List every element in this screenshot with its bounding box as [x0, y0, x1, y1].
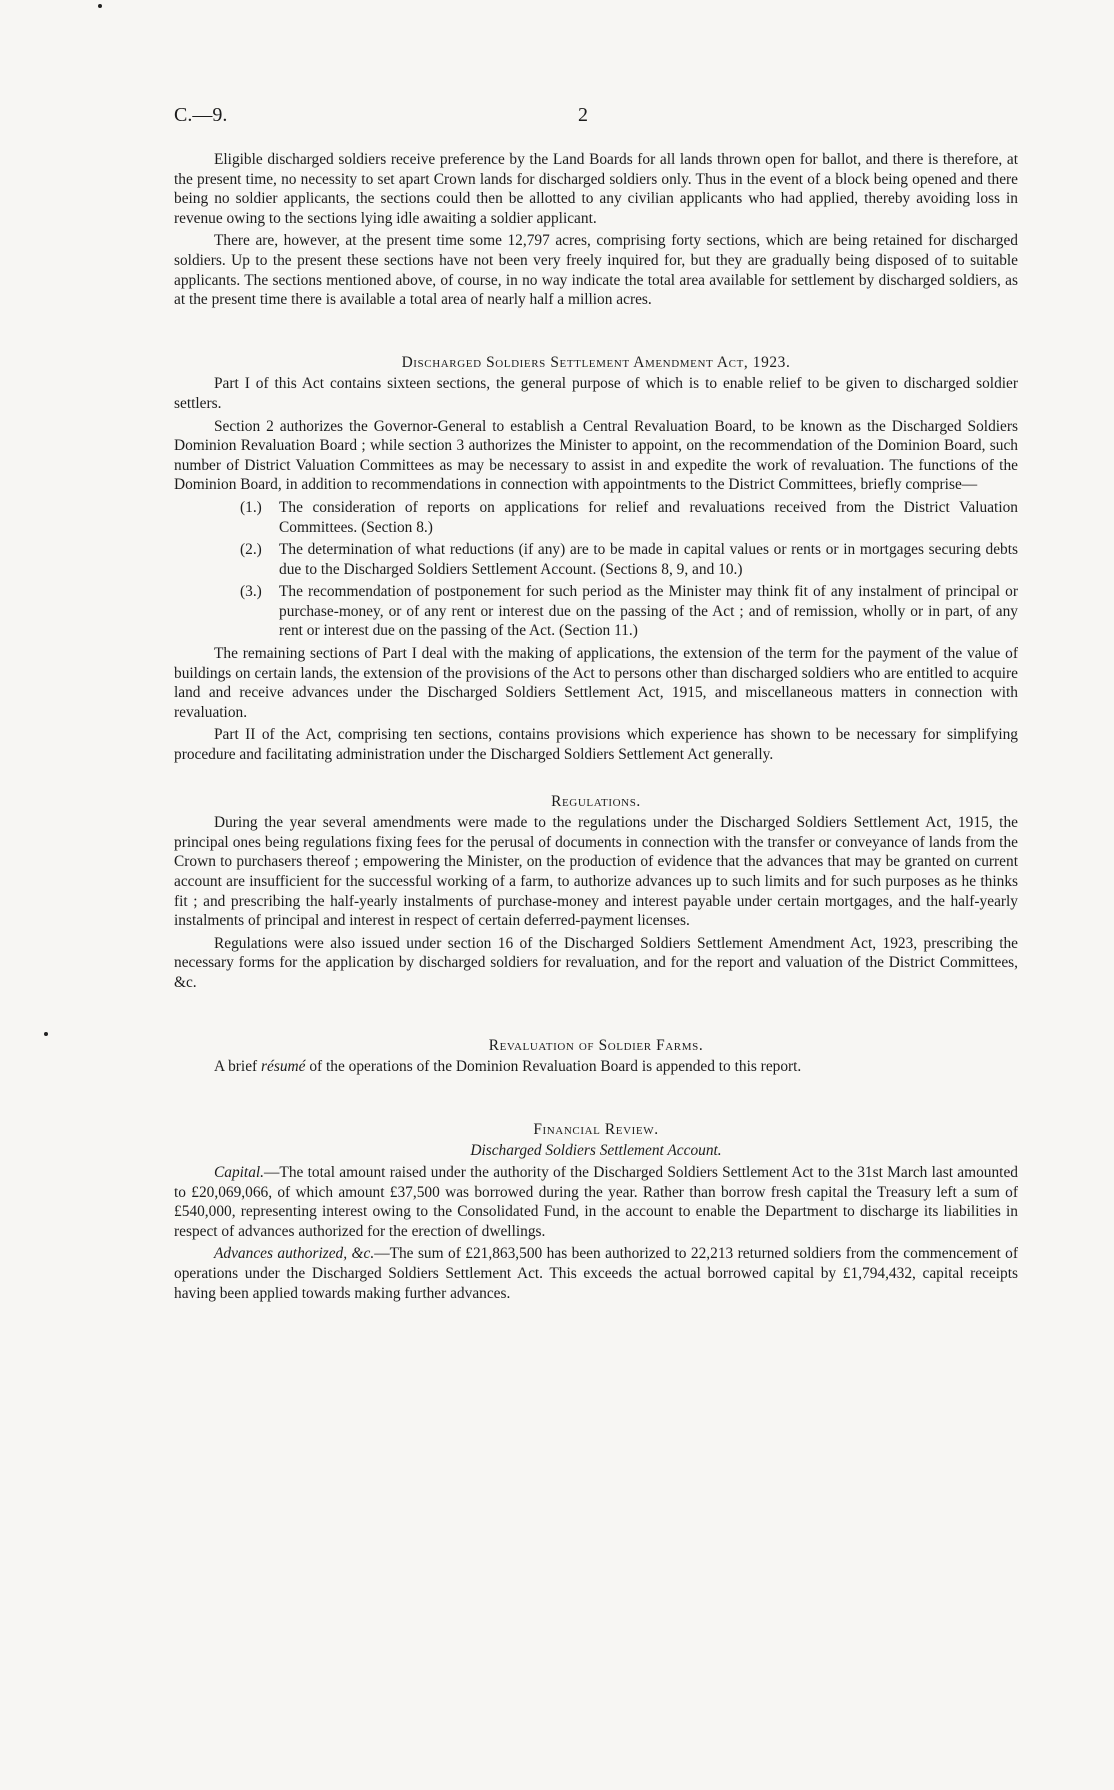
- page-number: 2: [578, 104, 588, 126]
- list-item-number: (2.): [240, 541, 262, 559]
- capital-text: —The total amount raised under the authority of the Discharged Soldiers Settlement Act to the 31st March last amounted to £20,069,066, of which amount £37,500 was borrowed during the year. Rather than borrow fresh capital the Treasury left a sum of £540,000, representing interest owing to the Consolidated Fund, in the account to enable the Department to discharge its liabilities in respect of advances authorized for the erection of dwellings.: [174, 1163, 1018, 1240]
- document-reference: C.—9.: [174, 104, 228, 126]
- scan-speck: [98, 4, 102, 8]
- list-item-text: The consideration of reports on applications for relief and revaluations received from the District Valuation Committees. (Section 8.): [279, 498, 1018, 536]
- functions-list: [174, 498, 1018, 641]
- regulations-heading: Regulations.: [551, 792, 641, 810]
- list-item-text: The determination of what reductions (if any) are to be made in capital values or rents or in mortgages securing debts due to the Discharged Soldiers Settlement Account. (Sections 8, 9, and 10.): [279, 541, 1018, 578]
- advances-text: —The sum of £21,863,500 has been authorized to 22,213 returned soldiers from the commencement of operations under the Discharged Soldiers Settlement Act. This exceeds the actual borrowed capital by £1,794,432, capital receipts having been applied towards making further advances.: [174, 1245, 1018, 1302]
- capital-paragraph: [174, 1163, 1018, 1241]
- page-header: [174, 104, 1020, 134]
- revaluation-heading: Revaluation of Soldier Farms.: [488, 1036, 704, 1054]
- list-item-number: (3.): [240, 583, 262, 601]
- scan-speck: [44, 1032, 48, 1036]
- section-gap: [174, 996, 1018, 1036]
- financial-review-heading: Financial Review.: [533, 1120, 659, 1138]
- capital-lead: Capital.: [214, 1163, 265, 1181]
- revaluation-text-start: A brief: [214, 1058, 262, 1076]
- account-subheading: Discharged Soldiers Settlement Account.: [470, 1142, 722, 1160]
- section-gap: [174, 1080, 1018, 1120]
- advances-paragraph: [174, 1244, 1018, 1303]
- regulations-paragraph-1: During the year several amendments were made to the regulations under the Discharged Soldiers Settlement Act, 1915, the principal ones being regulations fixing fees for the perusal of documents in connection with the transfer or conveyance of lands from the Crown to purchasers thereof ; empowering the Minister, on the production of evidence that the advances that may be granted on current account are insufficient for the successful working of a farm, to authorize advances up to such limits and for such purposes as he thinks fit ; and prescribing the half-yearly instalments of purchase-money and interest payable under certain mortgages, and the half-yearly instalments of principal and interest in respect of certain deferred-payment licenses.: [174, 814, 1018, 930]
- section-gap: [174, 313, 1018, 353]
- resume-word: résumé: [261, 1058, 306, 1076]
- list-item: [240, 582, 1018, 641]
- list-item-text: The recommendation of postponement for such period as the Minister may think fit of any instalment of principal or purchase-money, or of any rent or interest due on the passing of the Act ; and of remission, wholly or in part, of any rent or interest due on the passing of the Act. (Section 11.): [279, 583, 1018, 640]
- list-item-number: (1.): [240, 498, 262, 516]
- amendment-act-paragraph-2: Section 2 authorizes the Governor-General to establish a Central Revaluation Board, to be known as the Discharged Soldiers Dominion Revaluation Board ; while section 3 authorizes the Minister to appoint, on the recommendation of the Dominion Board, such number of District Valuation Committees as may be necessary to assist in and expedite the work of revaluation. The functions of the Dominion Board, in addition to recommendations in connection with appointments to the District Committees, briefly comprise—: [174, 417, 1018, 494]
- amendment-act-heading: Discharged Soldiers Settlement Amendment Act, 1923.: [401, 353, 791, 371]
- intro-paragraph-2: There are, however, at the present time some 12,797 acres, comprising forty sections, which are being retained for discharged soldiers. Up to the present these sections have not been very freely inquired for, but they are gradually being disposed of to suitable applicants. The sections mentioned above, of course, in no way indicate the total area available for settlement by discharged soldiers, as at the present time there is available a total area of nearly half a million acres.: [174, 232, 1018, 309]
- advances-lead: Advances authorized, &c.: [214, 1245, 375, 1263]
- section-gap: [174, 768, 1018, 792]
- page-body: [174, 150, 1018, 1306]
- amendment-act-paragraph-4: Part II of the Act, comprising ten sections, contains provisions which experience has shown to be necessary for simplifying procedure and facilitating administration under the Discharged Soldiers Settlement Act generally.: [174, 726, 1018, 764]
- intro-paragraph-1: Eligible discharged soldiers receive preference by the Land Boards for all lands thrown open for ballot, and there is therefore, at the present time, no necessity to set apart Crown lands for discharged soldiers only. Thus in the event of a block being opened and there being no soldier applicants, the sections could then be allotted to any civilian applicants who had applied, thereby avoiding loss in revenue owing to the sections lying idle awaiting a soldier applicant.: [174, 151, 1018, 227]
- list-item: [240, 540, 1018, 579]
- amendment-act-paragraph-3: The remaining sections of Part I deal with the making of applications, the extension of the term for the payment of the value of buildings on certain lands, the extension of the provisions of the Act to persons other than discharged soldiers who are entitled to acquire land and receive advances under the Discharged Soldiers Settlement Act, 1915, and miscellaneous matters in connection with revaluation.: [174, 645, 1018, 721]
- amendment-act-paragraph-1: Part I of this Act contains sixteen sections, the general purpose of which is to enable relief to be given to discharged soldier settlers.: [174, 375, 1018, 412]
- revaluation-paragraph: [174, 1057, 1018, 1077]
- list-item: [240, 498, 1018, 537]
- regulations-paragraph-2: Regulations were also issued under section 16 of the Discharged Soldiers Settlement Amendment Act, 1923, prescribing the necessary forms for the application by discharged soldiers for revaluation, and for the report and valuation of the District Committees, &c.: [174, 934, 1018, 991]
- revaluation-text-end: of the operations of the Dominion Revaluation Board is appended to this report.: [305, 1058, 802, 1076]
